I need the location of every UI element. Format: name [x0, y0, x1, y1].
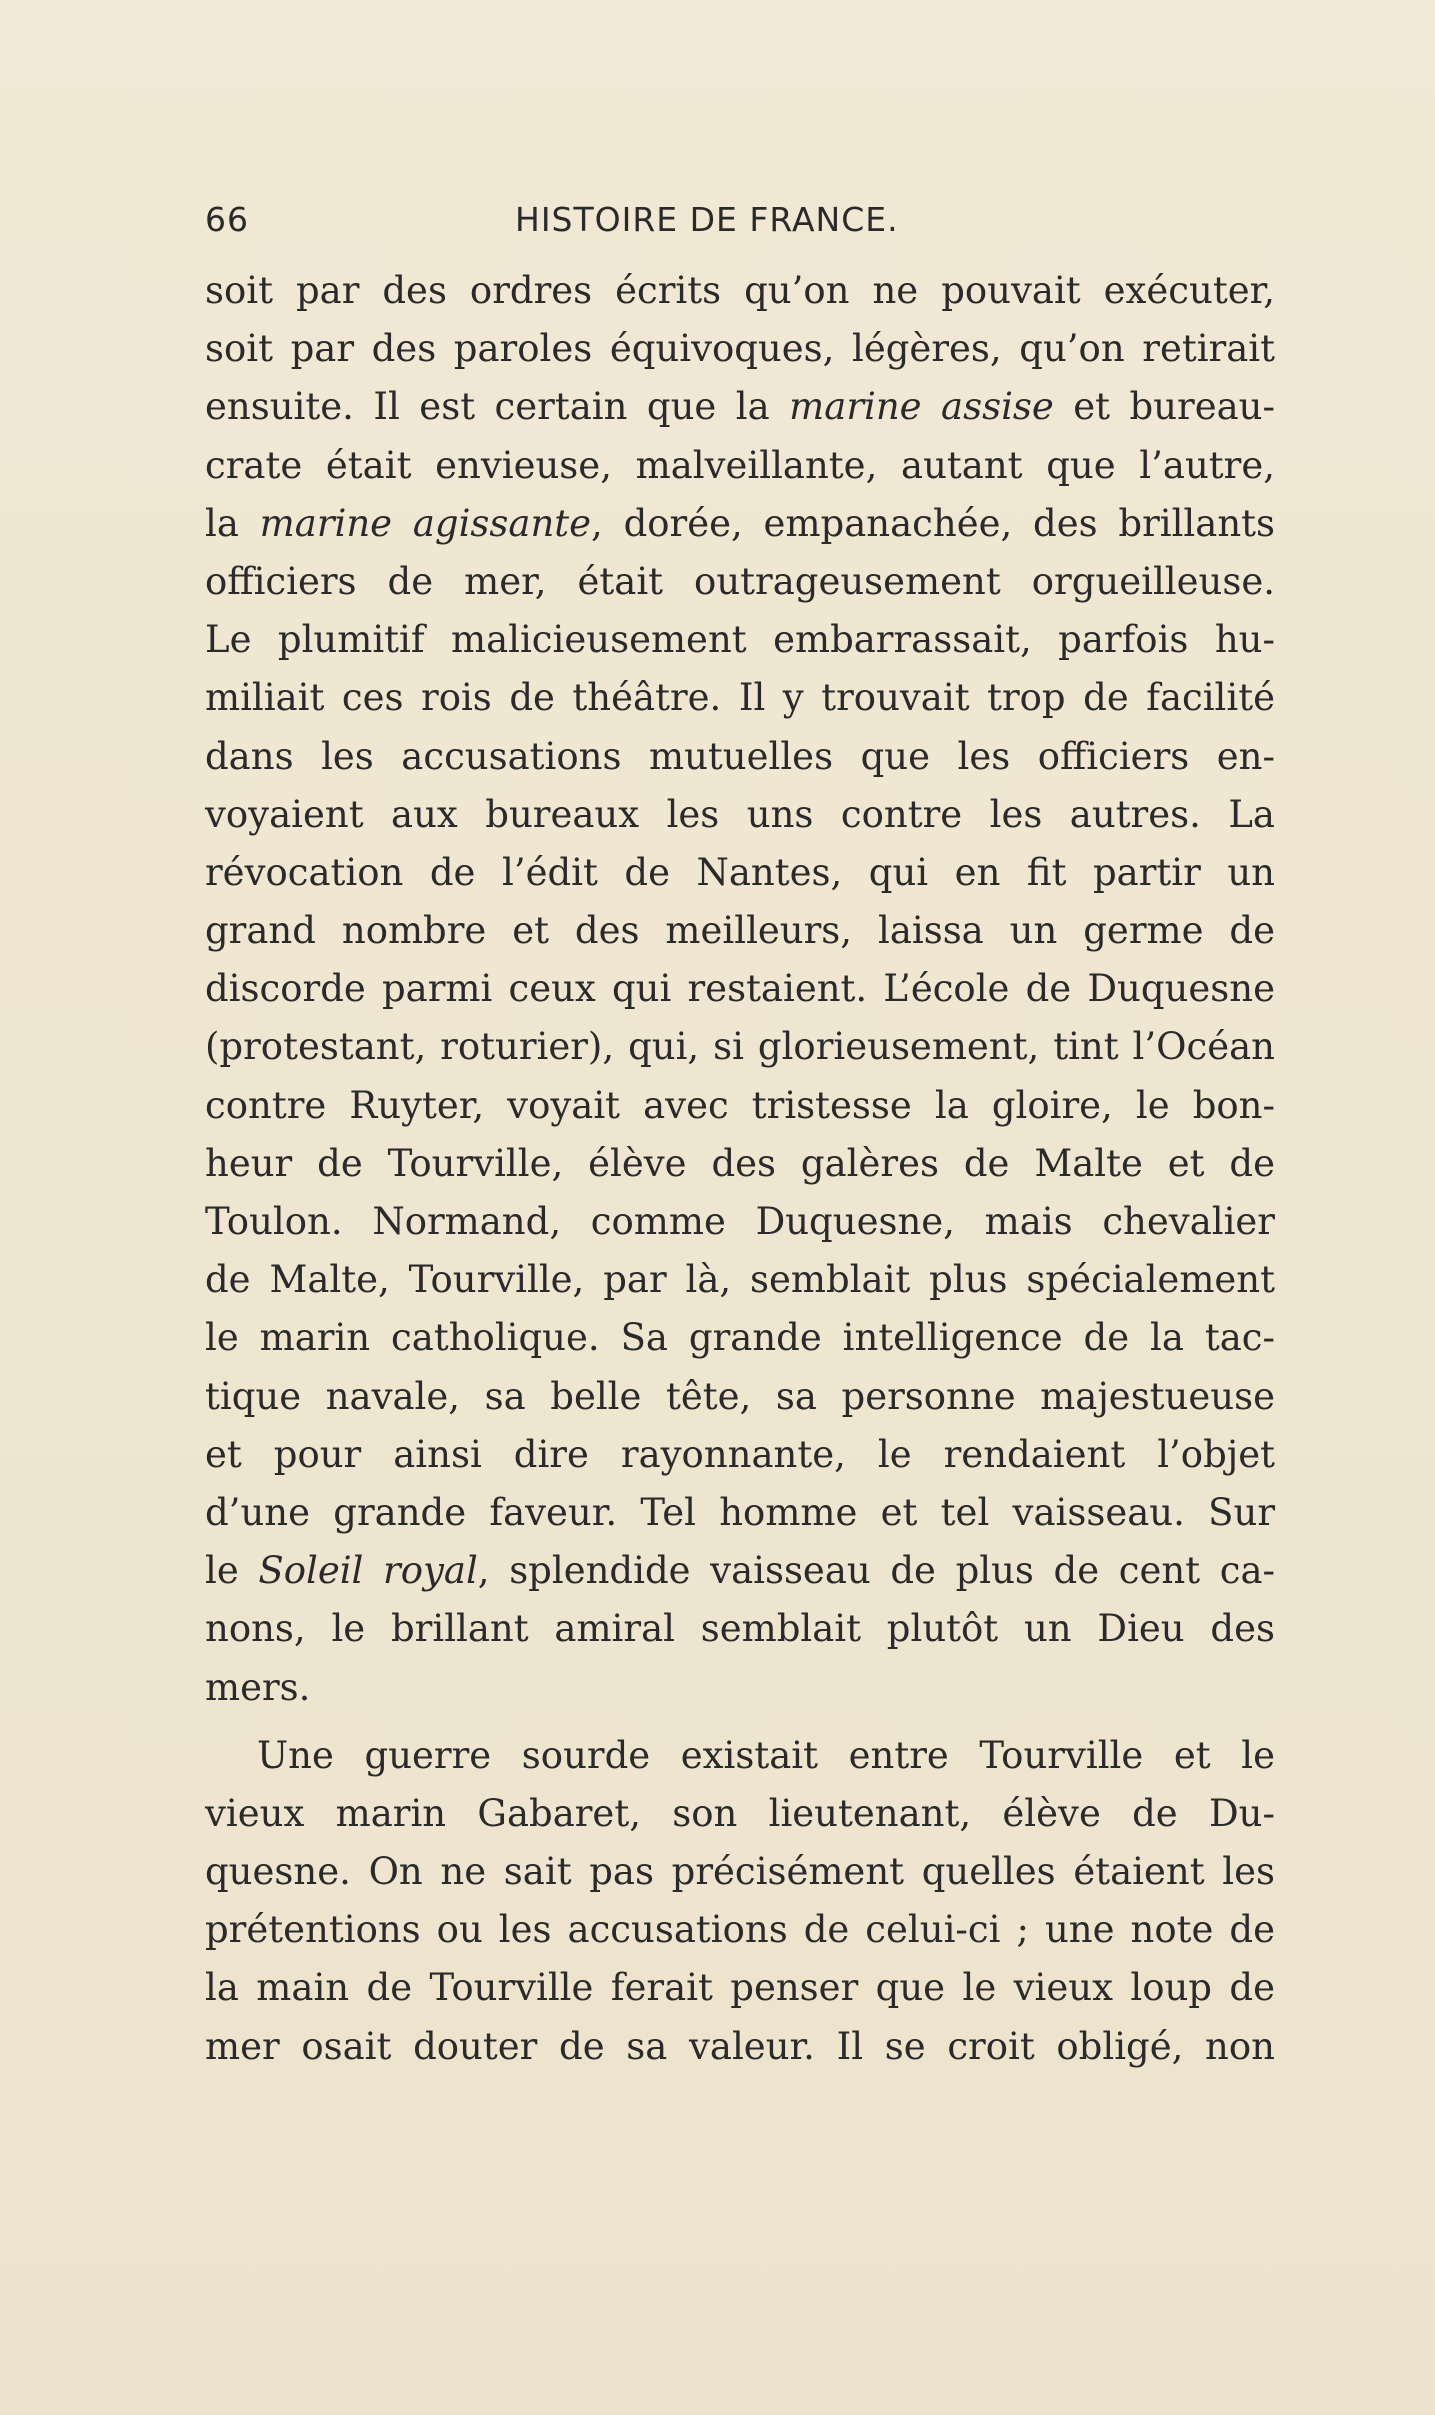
text-line: (protestant, roturier), qui, si glorieusement, tint l’Océan [205, 1025, 1275, 1069]
text-line: la marine agissante, dorée, empanachée, des brillants [205, 501, 1276, 545]
text-line: mer osait douter de sa valeur. Il se croit obligé, non [205, 2024, 1275, 2068]
text-line: d’une grande faveur. Tel homme et tel vaisseau. Sur [205, 1490, 1275, 1534]
text-line: la main de Tourville ferait penser que le vieux loup de [205, 1966, 1275, 2010]
text-line: crate était envieuse, malveillante, autant que l’autre, [205, 443, 1275, 487]
paragraph-2 [205, 1727, 1275, 2076]
page-number: 66 [205, 200, 249, 239]
text-line: ensuite. Il est certain que la marine assise et bureau- [205, 385, 1276, 429]
text-line: mers. [205, 1665, 311, 1709]
text-line: le marin catholique. Sa grande intelligence de la tac- [205, 1316, 1275, 1360]
body-text [205, 262, 1275, 2076]
text-line: prétentions ou les accusations de celui-ci ; une note de [205, 1908, 1275, 1952]
text-line: discorde parmi ceux qui restaient. L’école de Duquesne [205, 967, 1275, 1011]
paragraph-1 [205, 262, 1275, 1717]
text-line: officiers de mer, était outrageusement orgueilleuse. [205, 559, 1275, 603]
italic-phrase: Soleil royal [258, 1549, 478, 1593]
text-line: heur de Tourville, élève des galères de Malte et de [205, 1141, 1275, 1185]
text-line: Toulon. Normand, comme Duquesne, mais chevalier [205, 1200, 1275, 1243]
text-line: Une guerre sourde existait entre Tourville et le [257, 1733, 1275, 1777]
text-line: de Malte, Tourville, par là, semblait plus spécialement [205, 1258, 1275, 1302]
text-line: quesne. On ne sait pas précisément quelles étaient les [205, 1850, 1275, 1894]
text-line: Le plumitif malicieusement embarrassait, parfois hu- [205, 618, 1275, 662]
text-line: miliait ces rois de théâtre. Il y trouvait trop de facilité [205, 676, 1275, 720]
text-line: grand nombre et des meilleurs, laissa un germe de [205, 909, 1275, 953]
page-header [205, 200, 1265, 260]
text-line: vieux marin Gabaret, son lieutenant, élève de Du- [205, 1791, 1275, 1835]
text-line: dans les accusations mutuelles que les officiers en- [205, 734, 1275, 778]
text-line: nons, le brillant amiral semblait plutôt un Dieu des [205, 1607, 1275, 1651]
text-line: tique navale, sa belle tête, sa personne majestueuse [205, 1374, 1275, 1418]
text-line: révocation de l’édit de Nantes, qui en fit partir un [205, 850, 1275, 894]
text-line: soit par des ordres écrits qu’on ne pouvait exécuter, [205, 269, 1275, 312]
text-line: et pour ainsi dire rayonnante, le rendaient l’objet [205, 1432, 1275, 1476]
text-line: soit par des paroles équivoques, légères, qu’on retirait [205, 327, 1275, 371]
text-line: le Soleil royal, splendide vaisseau de plus de cent ca- [205, 1549, 1275, 1593]
text-line: voyaient aux bureaux les uns contre les autres. La [205, 792, 1275, 836]
italic-phrase: marine assise [789, 385, 1054, 429]
running-title: HISTOIRE DE FRANCE. [515, 200, 899, 239]
italic-phrase: marine agissante [259, 501, 592, 545]
text-line: contre Ruyter, voyait avec tristesse la gloire, le bon- [205, 1083, 1275, 1127]
